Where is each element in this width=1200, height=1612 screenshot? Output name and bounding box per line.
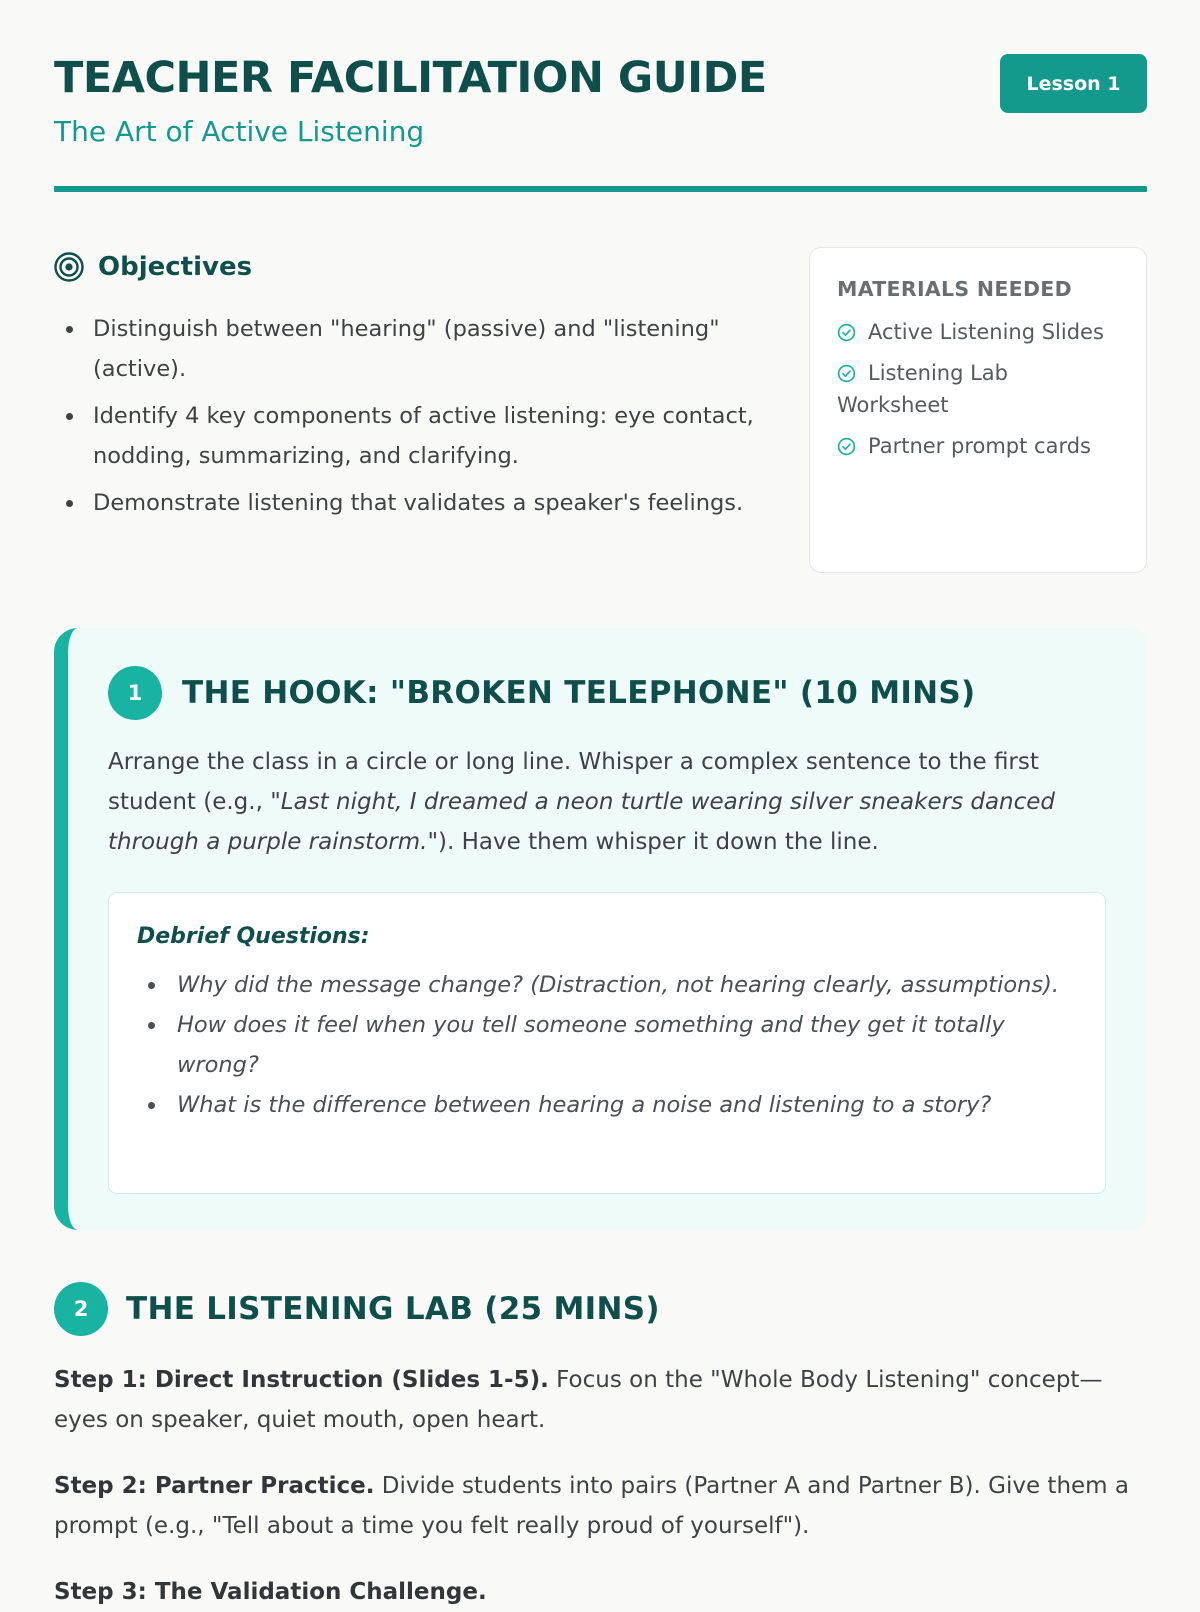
debrief-heading: Debrief Questions: [137, 924, 370, 949]
material-item [837, 430, 1120, 462]
guide-page [54, 0, 1147, 1605]
objective-item: Identify 4 key components of active listening: eye contact, nodding, summarizing, and clarifying. [93, 396, 774, 476]
lab-header [54, 1282, 1147, 1336]
check-circle-icon [837, 364, 856, 383]
materials-heading: MATERIALS NEEDED [837, 277, 1072, 301]
section-number-badge: 2 [54, 1282, 108, 1336]
objective-item: Distinguish between "hearing" (passive) and "listening" (active). [93, 309, 774, 389]
debrief-question: What is the difference between hearing a noise and listening to a story? [177, 1085, 1077, 1125]
step-text: Focus on the "Whole Body Listening" concept—eyes on speaker, quiet mouth, open heart. [54, 1367, 1103, 1433]
debrief-list [137, 965, 1077, 1125]
materials-card [809, 247, 1147, 573]
objectives-materials-row [54, 247, 1147, 577]
hook-title: THE HOOK: "BROKEN TELEPHONE" (10 MINS) [182, 675, 976, 711]
lab-step [54, 1360, 1147, 1440]
header-divider [54, 186, 1147, 192]
hook-section [54, 628, 1147, 1230]
step-label: Step 2: Partner Practice. [54, 1473, 375, 1499]
material-label: Listening Lab Worksheet [837, 361, 1008, 417]
hook-header [108, 666, 1107, 720]
step-label: Step 3: The Validation Challenge. [54, 1579, 487, 1605]
material-item [837, 357, 1120, 421]
objectives-section [54, 247, 774, 530]
section-number-badge: 1 [108, 666, 162, 720]
check-circle-icon [837, 323, 856, 342]
step-text: Divide students into pairs (Partner A and Partner B). Give them a prompt (e.g., "Tell about a time you felt really proud of yourself"). [54, 1473, 1129, 1539]
hook-outro-text: ). Have them whisper it down the line. [438, 829, 879, 855]
objectives-header [54, 247, 774, 287]
hook-intro-text: Arrange the class in a circle or long line. Whisper a complex sentence to the first student (e.g., [108, 749, 1039, 815]
check-circle-icon [837, 437, 856, 456]
step-label: Step 1: Direct Instruction (Slides 1-5). [54, 1367, 549, 1393]
lab-step [54, 1572, 1147, 1612]
debrief-box [108, 892, 1106, 1194]
hook-instructions [108, 742, 1107, 862]
debrief-question: How does it feel when you tell someone something and they get it totally wrong? [177, 1005, 1077, 1085]
hook-example-quote: "Last night, I dreamed a neon turtle wearing silver sneakers danced through a purple rainstorm." [108, 789, 1056, 855]
listening-lab-section [54, 1282, 1147, 1612]
lab-title: THE LISTENING LAB (25 MINS) [126, 1291, 660, 1327]
header [54, 0, 1147, 194]
target-icon [54, 252, 84, 282]
lesson-badge: Lesson 1 [1000, 54, 1147, 113]
debrief-question: Why did the message change? (Distraction, not hearing clearly, assumptions). [177, 965, 1077, 1005]
material-label: Partner prompt cards [868, 434, 1091, 458]
lab-step [54, 1466, 1147, 1546]
objectives-list [54, 309, 774, 523]
page-subtitle: The Art of Active Listening [54, 115, 425, 148]
objectives-heading: Objectives [98, 252, 253, 282]
material-label: Active Listening Slides [868, 320, 1104, 344]
objective-item: Demonstrate listening that validates a speaker's feelings. [93, 483, 774, 523]
page-title: TEACHER FACILITATION GUIDE [54, 53, 767, 103]
material-item [837, 316, 1120, 348]
